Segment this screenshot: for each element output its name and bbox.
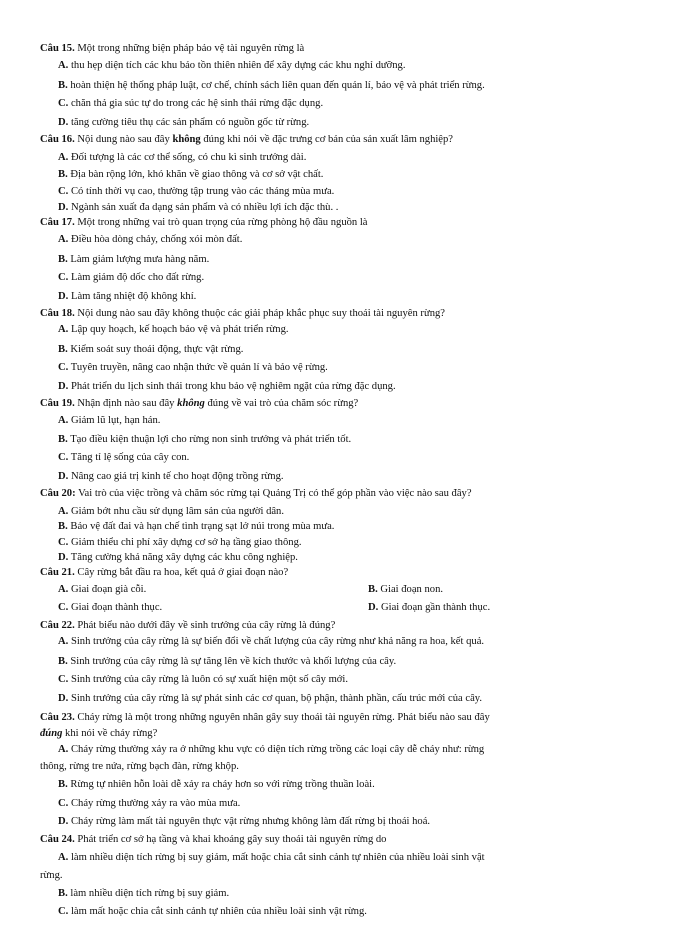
option-letter: A.	[58, 234, 69, 245]
question-number: Câu 15.	[40, 43, 75, 54]
question-text: khi nói về cháy rừng?	[65, 728, 158, 739]
option-19b	[58, 433, 351, 446]
option-letter: D.	[58, 291, 69, 302]
question-text: Cây rừng bắt đầu ra hoa, kết quả ở giai đoạn nào?	[77, 567, 289, 578]
option-text: Làm tăng nhiệt độ không khí.	[70, 291, 197, 302]
option-text: Giai đoạn thành thục.	[70, 602, 163, 613]
option-21c	[58, 601, 162, 614]
option-text: làm mất hoặc chia cắt sinh cảnh tự nhiên của nhiều loài sinh vật rừng.	[70, 906, 367, 917]
question-text: đúng về vai trò của chăm sóc rừng?	[207, 398, 359, 409]
option-text: Tăng tỉ lệ sống của cây con.	[70, 452, 190, 463]
option-letter: C.	[58, 98, 69, 109]
option-text: Bảo vệ đất đai và hạn chế tình trạng sạt lở núi trong mùa mưa.	[70, 521, 335, 532]
option-letter: D.	[58, 552, 69, 563]
question-number: Câu 17.	[40, 217, 75, 228]
option-letter: B.	[368, 584, 378, 595]
option-16c	[58, 185, 334, 198]
option-20a	[58, 505, 284, 518]
question-text: đúng khi nói về đặc trưng cơ bản của sản xuất lâm nghiệp?	[203, 134, 454, 145]
option-text: Địa bàn rộng lớn, khó khăn về giao thông và cơ sở vật chất.	[70, 169, 324, 180]
option-17a	[58, 233, 242, 246]
option-24a-cont: rừng.	[40, 870, 63, 881]
option-18c	[58, 361, 328, 374]
option-letter: B.	[58, 779, 68, 790]
option-letter: C.	[58, 602, 69, 613]
option-letter: D.	[368, 602, 379, 613]
option-text: làm nhiều diện tích rừng bị suy giảm.	[70, 888, 230, 899]
question-20-stem	[40, 487, 472, 500]
question-text: Nhận định nào sau đây	[77, 398, 175, 409]
option-16b	[58, 168, 323, 181]
option-18d	[58, 380, 396, 393]
question-24-stem	[40, 833, 386, 846]
option-letter: B.	[58, 80, 68, 91]
option-text: Cháy rừng thường xảy ra vào mùa mưa.	[70, 798, 241, 809]
option-text: Tăng cường khả năng xây dựng các khu công nghiệp.	[70, 552, 298, 563]
option-letter: A.	[58, 584, 69, 595]
question-16-stem	[40, 133, 453, 146]
option-19a	[58, 414, 160, 427]
question-text: Một trong những biện pháp bảo vệ tài nguyên rừng là	[77, 43, 305, 54]
option-17b	[58, 253, 209, 266]
option-21a	[58, 583, 146, 596]
question-23-stem-cont	[40, 727, 157, 740]
option-letter: A.	[58, 636, 69, 647]
option-24b	[58, 887, 229, 900]
option-letter: C.	[58, 537, 69, 548]
option-22b	[58, 655, 396, 668]
option-text: Cháy rừng thường xảy ra ở những khu vực có diện tích rừng trồng các loại cây dễ cháy như: rừng	[70, 744, 485, 755]
option-letter: C.	[58, 272, 69, 283]
question-emphasis: không	[172, 134, 201, 145]
option-text: Lập quy hoạch, kế hoạch bảo vệ và phát triển rừng.	[70, 324, 289, 335]
option-text: Giai đoạn non.	[380, 584, 444, 595]
option-23a	[58, 743, 484, 756]
option-15d	[58, 116, 309, 129]
question-number: Câu 22.	[40, 620, 75, 631]
option-19c	[58, 451, 189, 464]
option-16a	[58, 151, 306, 164]
option-letter: A.	[58, 60, 69, 71]
option-text: Cháy rừng làm mất tài nguyên thực vật rừng nhưng không làm đất rừng bị thoái hoá.	[70, 816, 431, 827]
option-text: Có tính thời vụ cao, thường tập trung vào các tháng mùa mưa.	[70, 186, 335, 197]
option-22a	[58, 635, 484, 648]
question-18-stem	[40, 307, 445, 320]
question-text: Phát biểu nào dưới đây về sinh trưởng của cây rừng là đúng?	[77, 620, 336, 631]
option-text: Làm giảm lượng mưa hàng năm.	[70, 254, 210, 265]
option-17d	[58, 290, 196, 303]
option-20c	[58, 536, 302, 549]
option-16d	[58, 201, 338, 214]
option-23d	[58, 815, 430, 828]
option-letter: D.	[58, 381, 69, 392]
option-letter: B.	[58, 434, 68, 445]
option-letter: A.	[58, 324, 69, 335]
option-text: hoàn thiện hệ thống pháp luật, cơ chế, chính sách liên quan đến quản lí, bảo vệ và phát triển rừng.	[70, 80, 485, 91]
question-text: Một trong những vai trò quan trọng của rừng phòng hộ đầu nguồn là	[77, 217, 368, 228]
option-text: Giảm thiểu chi phí xây dựng cơ sở hạ tầng giao thông.	[70, 537, 302, 548]
question-emphasis: không	[177, 398, 205, 409]
option-21b	[368, 583, 443, 596]
question-text: Cháy rừng là một trong những nguyên nhân gây suy thoái tài nguyên rừng. Phát biểu nào sau đây	[77, 712, 490, 723]
option-22c	[58, 673, 348, 686]
option-19d	[58, 470, 284, 483]
option-letter: D.	[58, 202, 69, 213]
question-number: Câu 24.	[40, 834, 75, 845]
option-letter: A.	[58, 415, 69, 426]
option-text: Điều hòa dòng chảy, chống xói mòn đất.	[70, 234, 243, 245]
option-text: Sinh trưởng của cây rừng là sự tăng lên về kích thước và khối lượng của cây.	[70, 656, 397, 667]
option-text: thu hẹp diện tích các khu bảo tồn thiên nhiên để xây dựng các khu nghỉ dưỡng.	[70, 60, 406, 71]
option-letter: A.	[58, 744, 69, 755]
question-15-stem	[40, 42, 304, 55]
option-24c	[58, 905, 367, 918]
option-letter: B.	[58, 344, 68, 355]
option-text: Tạo điều kiện thuận lợi cho rừng non sinh trưởng và phát triển tốt.	[70, 434, 352, 445]
option-letter: D.	[58, 117, 69, 128]
option-18b	[58, 343, 243, 356]
question-number: Câu 20:	[40, 488, 76, 499]
option-text: Sinh trưởng của cây rừng là sự biến đổi về chất lượng của cây rừng như khả năng ra hoa, kết quả.	[70, 636, 485, 647]
option-letter: C.	[58, 798, 69, 809]
option-text: tăng cường tiêu thụ các sản phẩm có nguồn gốc từ rừng.	[70, 117, 310, 128]
option-text: Giảm bớt nhu cầu sử dụng lâm sản của người dân.	[70, 506, 285, 517]
option-letter: D.	[58, 816, 69, 827]
question-17-stem	[40, 216, 368, 229]
option-letter: C.	[58, 186, 69, 197]
option-text: chăn thả gia súc tự do trong các hệ sinh thái rừng đặc dụng.	[70, 98, 324, 109]
option-text: Giai đoạn gần thành thục.	[380, 602, 491, 613]
option-text: Rừng tự nhiên hỗn loài dễ xảy ra cháy hơn so với rừng trồng thuần loài.	[70, 779, 375, 790]
option-15a	[58, 59, 406, 72]
option-23b	[58, 778, 375, 791]
option-23a-cont: thông, rừng tre nứa, rừng bạch đàn, rừng khộp.	[40, 761, 239, 772]
option-20b	[58, 520, 334, 533]
option-18a	[58, 323, 289, 336]
option-letter: D.	[58, 693, 69, 704]
option-letter: B.	[58, 521, 68, 532]
option-letter: A.	[58, 506, 69, 517]
option-letter: D.	[58, 471, 69, 482]
option-text: Giảm lũ lụt, hạn hán.	[70, 415, 161, 426]
question-number: Câu 23.	[40, 712, 75, 723]
question-emphasis: đúng	[40, 728, 63, 739]
option-text: Làm giảm độ dốc cho đất rừng.	[70, 272, 205, 283]
option-text: Tuyên truyền, nâng cao nhận thức về quản lí và bảo vệ rừng.	[70, 362, 328, 373]
question-text: Nội dung nào sau đây	[77, 134, 170, 145]
option-22d	[58, 692, 482, 705]
option-letter: C.	[58, 452, 69, 463]
option-letter: C.	[58, 362, 69, 373]
option-text: Kiểm soát suy thoái động, thực vật rừng.	[70, 344, 244, 355]
option-20d	[58, 551, 298, 564]
option-letter: C.	[58, 906, 69, 917]
option-text: Đối tượng là các cơ thể sống, có chu kì sinh trưởng dài.	[70, 152, 307, 163]
option-letter: B.	[58, 254, 68, 265]
option-15b	[58, 79, 485, 92]
option-text: Sinh trưởng của cây rừng là sự phát sinh các cơ quan, bộ phận, thành phần, cấu trúc mới của cây.	[70, 693, 483, 704]
question-number: Câu 19.	[40, 398, 75, 409]
option-text: Phát triển du lịch sinh thái trong khu bảo vệ nghiêm ngặt của rừng đặc dụng.	[70, 381, 396, 392]
question-text: Nội dung nào sau đây không thuộc các giải pháp khắc phục suy thoái tài nguyên rừng?	[77, 308, 445, 319]
option-text: Giai đoạn già cỗi.	[70, 584, 147, 595]
option-23c	[58, 797, 240, 810]
option-letter: B.	[58, 656, 68, 667]
option-15c	[58, 97, 323, 110]
question-number: Câu 18.	[40, 308, 75, 319]
question-number: Câu 16.	[40, 134, 75, 145]
question-text: Vai trò của việc trồng và chăm sóc rừng tại Quảng Trị có thể góp phần vào việc nào sau đây?	[78, 488, 472, 499]
question-23-stem	[40, 711, 490, 724]
option-letter: A.	[58, 852, 69, 863]
option-21d	[368, 601, 490, 614]
option-letter: C.	[58, 674, 69, 685]
option-text: Nâng cao giá trị kinh tế cho hoạt động trồng rừng.	[70, 471, 284, 482]
option-text: Ngành sản xuất đa dạng sản phẩm và có nhiều lợi ích đặc thù. .	[70, 202, 339, 213]
question-19-stem	[40, 397, 358, 410]
question-number: Câu 21.	[40, 567, 75, 578]
option-24a	[58, 851, 485, 864]
option-17c	[58, 271, 204, 284]
option-text: làm nhiều diện tích rừng bị suy giảm, mất hoặc chia cắt sinh cảnh tự nhiên của nhiều loài sinh vật	[70, 852, 485, 863]
option-letter: B.	[58, 169, 68, 180]
option-letter: B.	[58, 888, 68, 899]
option-text: Sinh trưởng của cây rừng là luôn có sự xuất hiện một số cây mới.	[70, 674, 349, 685]
question-22-stem	[40, 619, 335, 632]
option-letter: A.	[58, 152, 69, 163]
question-text: Phát triển cơ sở hạ tầng và khai khoáng gây suy thoái tài nguyên rừng do	[77, 834, 387, 845]
question-21-stem	[40, 566, 288, 579]
